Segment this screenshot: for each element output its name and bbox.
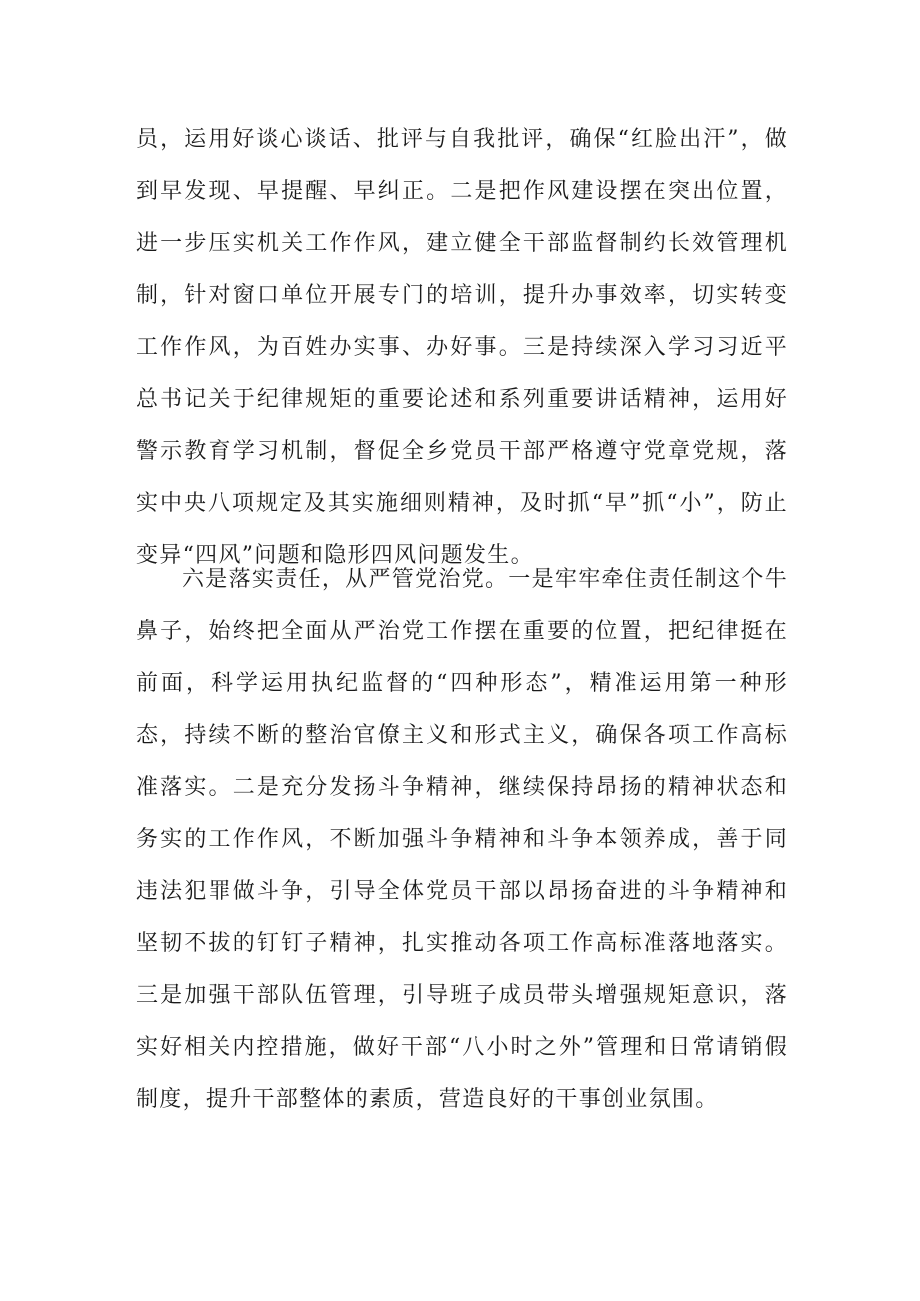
paragraph-section-six: 六是落实责任，从严管党治党。一是牢牢牵住责任制这个牛鼻子，始终把全面从严治党工作摆在重要的位置，把纪律挺在前面，科学运用执纪监督的“四种形态”，精准运用第一种形态，持续不断的整治官僚主义和形式主义，确保各项工作高标准落实。二是充分发扬斗争精神，继续保持昂扬的精神状态和务实的工作作风，不断加强斗争精神和斗争本领养成，善于同违法犯罪做斗争，引导全体党员干部以昂扬奋进的斗争精神和坚韧不拔的钉钉子精神，扎实推动各项工作高标准落地落实。三是加强干部队伍管理，引导班子成员带头增强规矩意识，落实好相关内控措施，做好干部“八小时之外”管理和日常请销假制度，提升干部整体的素质，营造良好的干事创业氛围。: [136, 567, 788, 1112]
paragraph-continuation: 员，运用好谈心谈话、批评与自我批评，确保“红脸出汗”，做到早发现、早提醒、早纠正。二是把作风建设摆在突出位置，进一步压实机关工作作风，建立健全干部监督制约长效管理机制，针对窗口单位开展专门的培训，提升办事效率，切实转变工作作风，为百姓办实事、办好事。三是持续深入学习习近平总书记关于纪律规矩的重要论述和系列重要讲话精神，运用好警示教育学习机制，督促全乡党员干部严格遵守党章党规，落实中央八项规定及其实施细则精神，及时抓“早”抓“小”，防止变异“四风”问题和隐形四风问题发生。: [136, 127, 788, 568]
